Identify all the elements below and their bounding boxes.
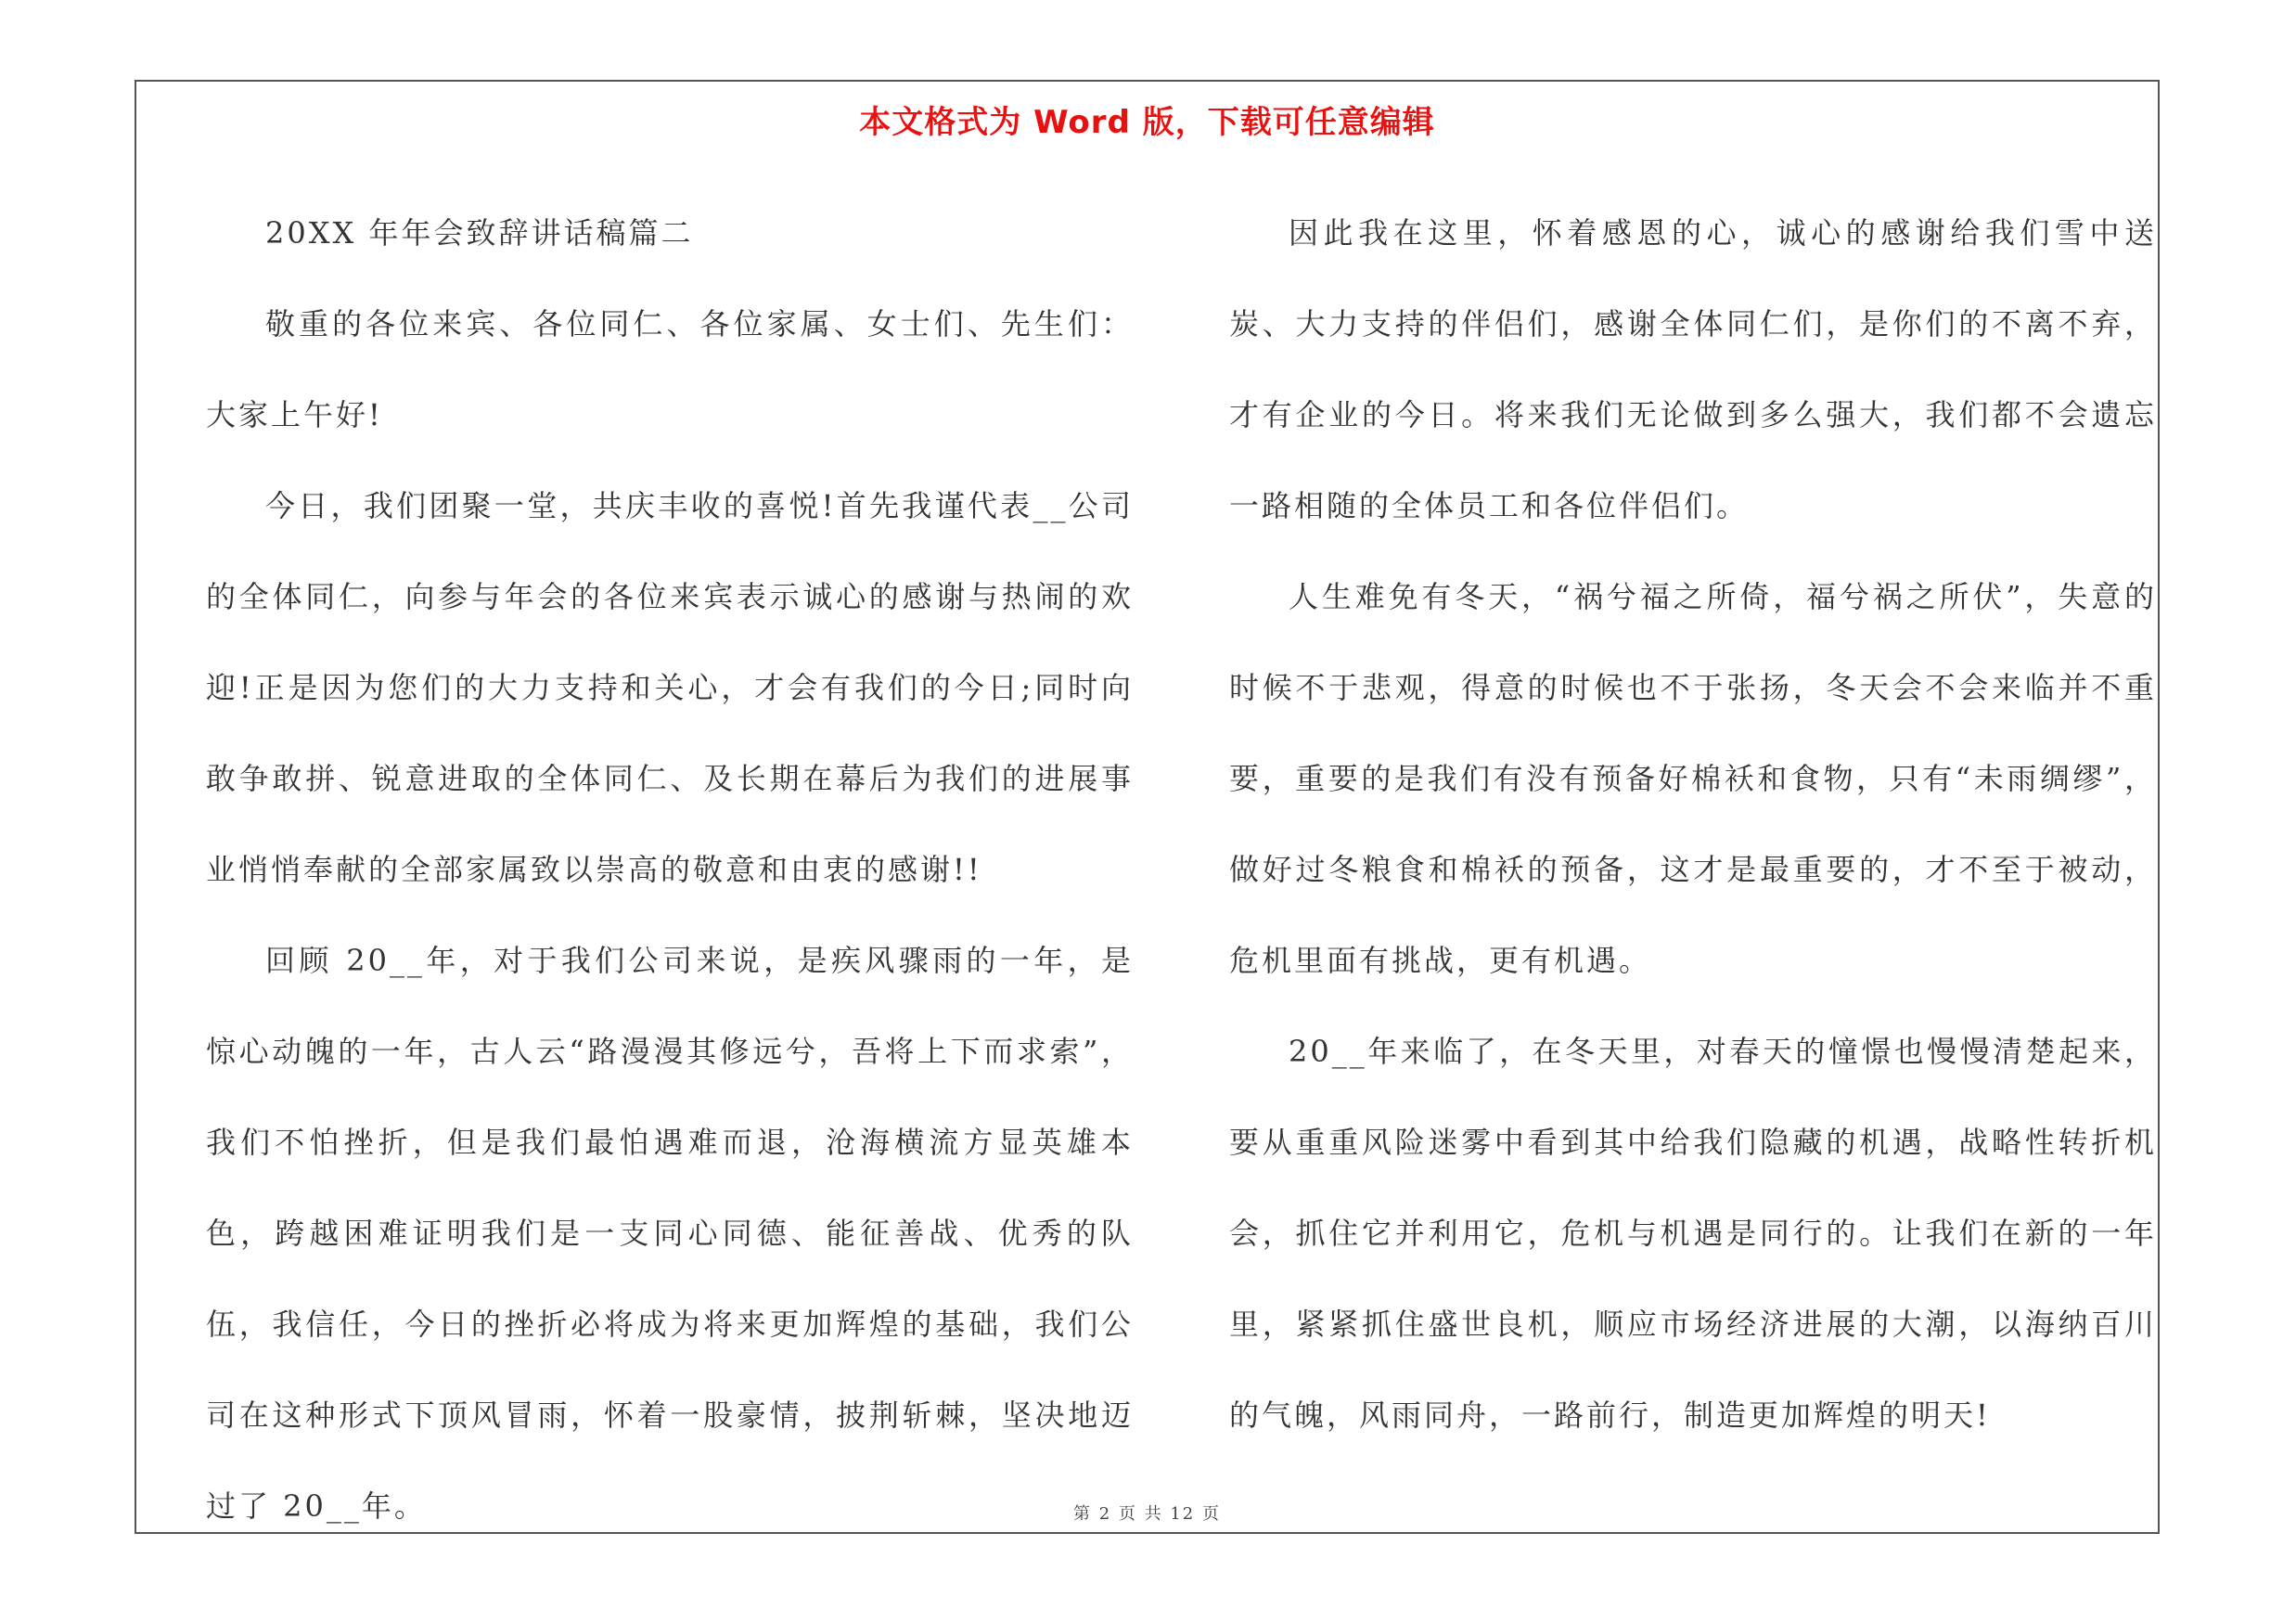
body-paragraph: 回顾 20__年，对于我们公司来说，是疾风骤雨的一年，是惊心动魄的一年，古人云“路漫漫其修远兮，吾将上下而求索”，我们不怕挫折，但是我们最怕遇难而退，沧海横流方显英雄本色，跨越困难证明我们是一支同心同德、能征善战、优秀的队伍，我信任，今日的挫折必将成为将来更加辉煌的基础，我们公司在这种形式下顶风冒雨，怀着一股豪情，披荆斩棘，坚决地迈过了 20__年。 xyxy=(206,943,1134,1524)
right-column xyxy=(1229,187,2157,1461)
speech-title: 20XX 年年会致辞讲话稿篇二 xyxy=(265,215,694,251)
page-frame xyxy=(135,80,2160,1534)
page-number: 第 2 页 共 12 页 xyxy=(1073,1504,1221,1524)
left-column xyxy=(206,187,1134,1552)
body-paragraph: 人生难免有冬天，“祸兮福之所倚，福兮祸之所伏”，失意的时候不于悲观，得意的时候也不于张扬，冬天会不会来临并不重要，重要的是我们有没有预备好棉袄和食物，只有“未雨绸缪”，做好过冬粮食和棉袄的预备，这才是最重要的，才不至于被动，危机里面有挑战，更有机遇。 xyxy=(1229,579,2157,978)
greeting-paragraph: 敬重的各位来宾、各位同仁、各位家属、女士们、先生们：大家上午好! xyxy=(206,306,1134,432)
body-paragraph: 今日，我们团聚一堂，共庆丰收的喜悦!首先我谨代表__公司的全体同仁，向参与年会的各位来宾表示诚心的感谢与热闹的欢迎!正是因为您们的大力支持和关心，才会有我们的今日;同时向敢争敢拼、锐意进取的全体同仁、及长期在幕后为我们的进展事业悄悄奉献的全部家属致以崇高的敬意和由衷的感谢!! xyxy=(206,488,1134,887)
body-paragraph: 20__年来临了，在冬天里，对春天的憧憬也慢慢清楚起来，要从重重风险迷雾中看到其中给我们隐藏的机遇，战略性转折机会，抓住它并利用它，危机与机遇是同行的。让我们在新的一年里，紧紧抓住盛世良机，顺应市场经济进展的大潮，以海纳百川的气魄，风雨同舟，一路前行，制造更加辉煌的明天! xyxy=(1229,1034,2157,1433)
body-paragraph: 因此我在这里，怀着感恩的心，诚心的感谢给我们雪中送炭、大力支持的伴侣们，感谢全体同仁们，是你们的不离不弃，才有企业的今日。将来我们无论做到多么强大，我们都不会遗忘一路相随的全体员工和各位伴侣们。 xyxy=(1229,215,2157,523)
format-banner: 本文格式为 Word 版，下载可任意编辑 xyxy=(859,104,1435,141)
